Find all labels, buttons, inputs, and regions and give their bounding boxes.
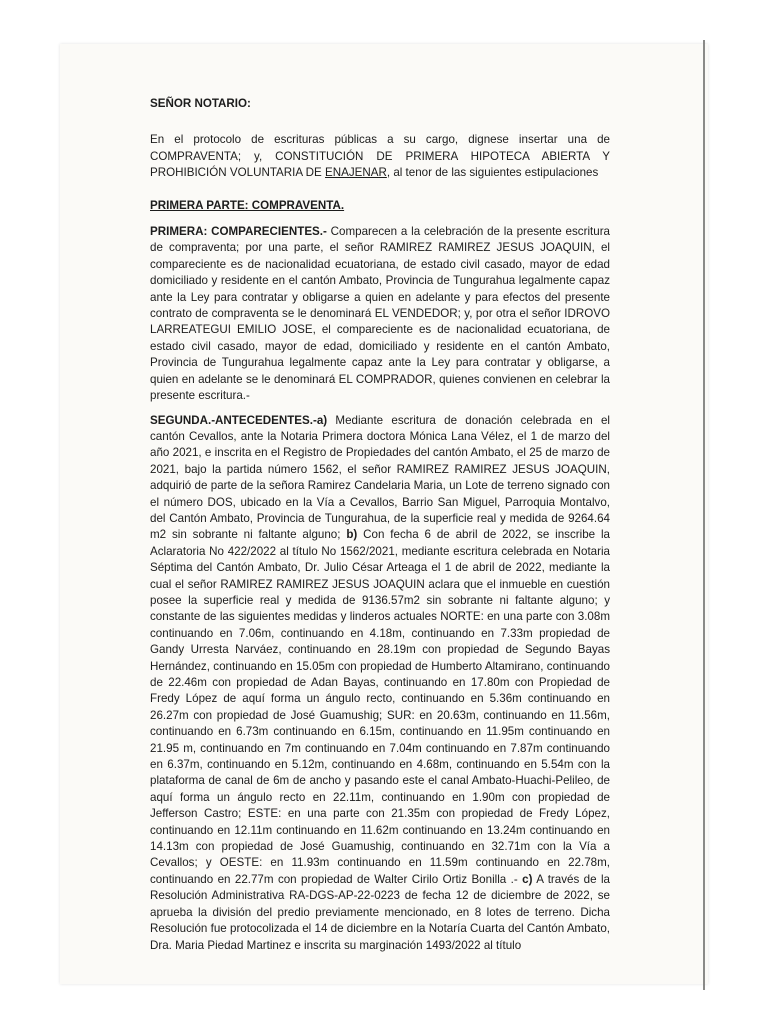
clause-primera-text: Comparecen a la celebración de la presente escritura de compraventa; por una parte, el señor RAMIREZ RAMIREZ JESUS JOAQUIN, el compareciente es de nacionalidad ecuatoriana, de estado civil casado, mayor de edad domiciliado y residente en el cantón Ambato, Provincia de Tungurahua legalmente capaz ante la Ley para contratar y obligarse a quien en adelante y para efectos del presente contrato de compraventa se le denominará EL VENDEDOR; y, por otra el señor IDROVO LARREATEGUI EMILIO JOSE, el compareciente es de nacionalidad ecuatoriana, de estado civil casado, mayor de edad, domiciliado y residente en el cantón Ambato, Provincia de Tungurahua legalmente capaz ante la Ley para contratar y obligarse, a quien en adelante se le denominará EL COMPRADOR, quienes convienen en celebrar la presente escritura.- bbox=[150, 225, 611, 403]
intro-enajenar: ENAJENAR bbox=[325, 166, 387, 180]
page-edge-line bbox=[703, 40, 705, 990]
document-body bbox=[150, 96, 610, 962]
clause-segunda-label-b: b) bbox=[346, 528, 358, 542]
section-title: PRIMERA PARTE: COMPRAVENTA. bbox=[150, 198, 345, 212]
intro-paragraph bbox=[150, 132, 610, 181]
clause-primera bbox=[150, 224, 610, 404]
clause-segunda-text-a: Mediante escritura de donación celebrada en el cantón Cevallos, ante la Notaria Primera doctora Mónica Lana Vélez, el 1 de marzo del año 2021, e inscrita en el Registro de Propiedades del cantón Ambato, el 25 de marzo de 2021, bajo la partida número 1562, el señor RAMIREZ RAMIREZ JESUS JOAQUIN, adquirió de parte de la señora Ramirez Candelaria Maria, un Lote de terreno signado con el número DOS, ubicado en la Vía a Cevallos, Barrio San Miguel, Parroquia Montalvo, del Cantón Ambato, Provincia de Tungurahua, de la superficie real y medida de 9264.64 m2 sin sobrante ni faltante alguno; bbox=[150, 413, 610, 542]
clause-segunda-label-c: c) bbox=[522, 872, 533, 886]
clause-segunda-title: SEGUNDA.-ANTECEDENTES.- bbox=[150, 413, 317, 427]
clause-segunda-text-c: A través de la Resolución Administrativa RA-DGS-AP-22-0223 de fecha 12 de diciembre de 2022, se aprueba la división del predio previamente mencionado, en 8 lotes de terreno. Dicha Resolución fue protocolizada el 14 de diciembre en la Notaría Cuarta del Cantón Ambato, Dra. Maria Piedad Martinez e inscrita su marginación 1493/2022 al título bbox=[150, 872, 610, 952]
clause-segunda-label-a: a) bbox=[316, 413, 328, 427]
intro-text-2: , al tenor de las siguientes estipulaciones bbox=[386, 166, 599, 180]
clause-segunda-text-b: Con fecha 6 de abril de 2022, se inscribe la Aclaratoria No 422/2022 al título No 1562/2021, mediante escritura celebrada en Notaria Séptima del Cantón Ambato, Dr. Julio César Arteaga el 1 de abril de 2022, mediante la cual el señor RAMIREZ RAMIREZ JESUS JOAQUIN aclara que el inmueble en cuestión posee la superficie real y medida de 9136.57m2 sin sobrante ni faltante alguno; y constante de las siguientes medidas y linderos actuales NORTE: en una parte con 3.08m continuando en 7.06m, continuando en 4.18m, continuando en 7.33m propiedad de Gandy Urresta Narváez, continuando en 28.19m con propiedad de Segundo Bayas Hernández, continuando en 15.05m con propiedad de Humberto Altamirano, continuando de 22.46m con propiedad de Adan Bayas, continuando en 17.80m con Propiedad de Fredy López de aquí forma un ángulo recto, continuando en 5.36m continuando en 26.27m con propiedad de José Guamushig; SUR: en 20.63m, continuando en 11.56m, continuando en 6.73m continuando en 6.15m, continuando en 11.95m continuando en 21.95 m, continuando en 7m continuando en 7.04m continuando en 7.87m continuando en 6.37m, continuando en 5.12m, continuando en 4.68m, continuando en 5.54m con la plataforma de canal de 6m de ancho y pasando este el canal Ambato-Huachi-Pelileo, de aquí forma un ángulo recto en 22.11m, continuando en 1.90m con propiedad de Jefferson Castro; ESTE: en una parte con 21.35m con propiedad de Fredy López, continuando en 12.11m continuando en 11.62m continuando en 13.24m continuando en 14.13m con propiedad de José Guamushig, continuando en 32.71m con la Vía a Cevallos; y OESTE: en 11.93m continuando en 11.59m continuando en 22.78m, continuando en 22.77m con propiedad de Walter Cirilo Ortiz Bonilla .- bbox=[150, 528, 610, 886]
clause-primera-title: PRIMERA: COMPARECIENTES.- bbox=[150, 225, 327, 239]
salutation: SEÑOR NOTARIO: bbox=[150, 97, 251, 110]
clause-segunda bbox=[150, 413, 610, 954]
intro-text-1: En el protocolo de escrituras públicas a su cargo, dignese insertar una de COMPRAVENTA; y, CONSTITUCIÓN DE PRIMERA HIPOTECA ABIERTA Y PROHIBICIÓN VOLUNTARIA DE bbox=[150, 133, 610, 180]
